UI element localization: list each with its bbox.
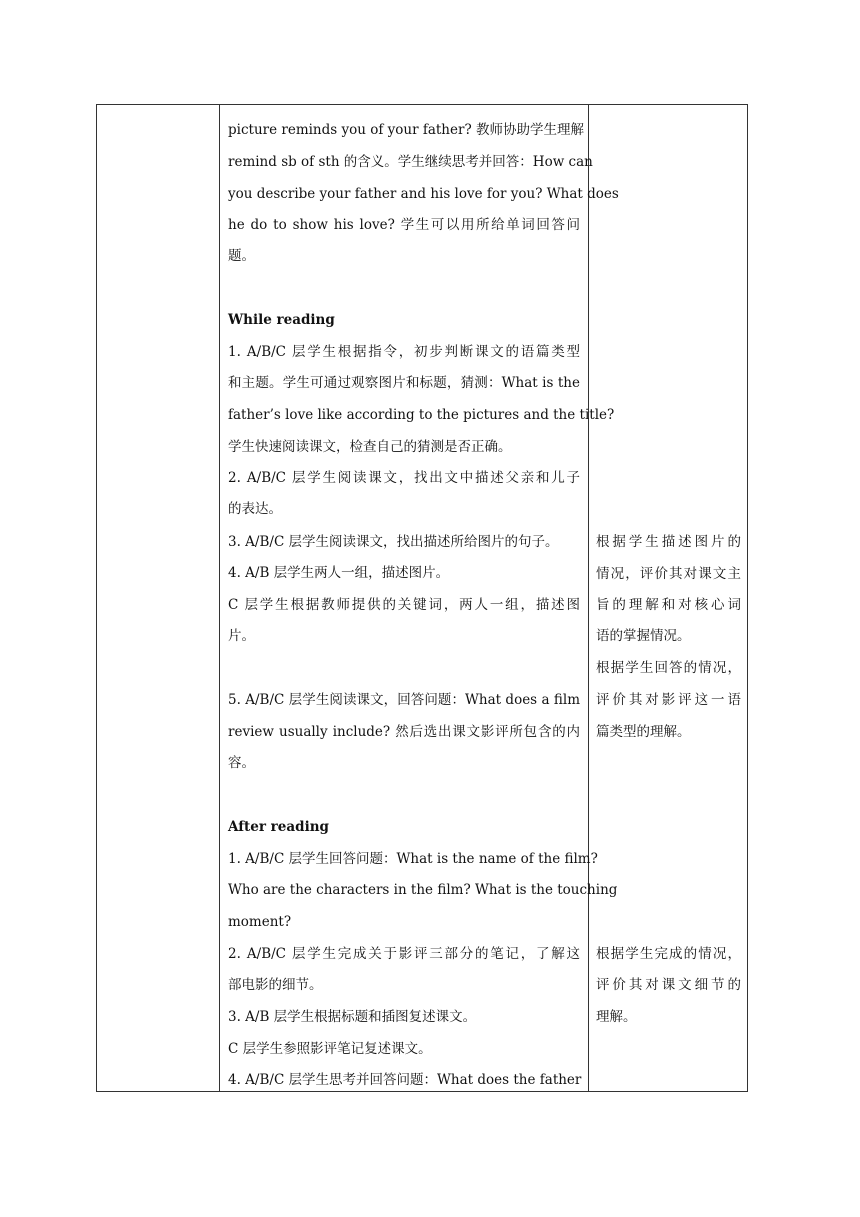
activity-line: C 层学生根据教师提供的关键词，两人一组，描述图 xyxy=(228,597,580,613)
activity-line: 和主题。学生可通过观察图片和标题，猜测：What is the xyxy=(228,375,580,391)
activity-line: 2. A/B/C 层学生阅读课文，找出文中描述父亲和儿子 xyxy=(228,470,580,486)
activity-line: he do to show his love? 学生可以用所给单词回答问 xyxy=(228,217,580,233)
activity-line: moment? xyxy=(228,914,292,930)
activity-line: 1. A/B/C 层学生回答问题：What is the name of the film? xyxy=(228,851,598,867)
activity-line: 学生快速阅读课文，检查自己的猜测是否正确。 xyxy=(228,439,512,455)
column-divider-2 xyxy=(588,105,589,1091)
column-divider-1 xyxy=(219,105,220,1091)
activity-line: 5. A/B/C 层学生阅读课文，回答问题：What does a film xyxy=(228,692,580,708)
activity-line: 4. A/B/C 层学生思考并回答问题：What does the father xyxy=(228,1072,582,1088)
activity-line: 题。 xyxy=(228,248,255,264)
activity-line: review usually include? 然后选出课文影评所包含的内 xyxy=(228,724,580,740)
activity-line: 容。 xyxy=(228,755,255,771)
activity-line: 的表达。 xyxy=(228,501,282,517)
assessment-line: 评价其对影评这一语 xyxy=(596,692,741,708)
assessment-line: 旨的理解和对核心词 xyxy=(596,597,741,613)
activity-line: 3. A/B/C 层学生阅读课文，找出描述所给图片的句子。 xyxy=(228,534,559,550)
activity-line: 3. A/B 层学生根据标题和插图复述课文。 xyxy=(228,1009,477,1025)
lesson-plan-table xyxy=(96,104,748,1092)
assessment-line: 评价其对课文细节的 xyxy=(596,977,741,993)
assessment-line: 语的掌握情况。 xyxy=(596,628,691,644)
assessment-line: 根据学生完成的情况， xyxy=(596,946,741,962)
activity-line: C 层学生参照影评笔记复述课文。 xyxy=(228,1041,432,1057)
activity-line: picture reminds you of your father? 教师协助学生理解 xyxy=(228,122,584,138)
activity-line: remind sb of sth 的含义。学生继续思考并回答：How can xyxy=(228,154,593,170)
assessment-line: 根据学生描述图片的 xyxy=(596,534,741,550)
activity-line: Who are the characters in the film? What is the touching xyxy=(228,882,618,898)
activity-line: father’s love like according to the pictures and the title? xyxy=(228,407,615,423)
activity-line: 4. A/B 层学生两人一组，描述图片。 xyxy=(228,565,450,581)
activity-line: 2. A/B/C 层学生完成关于影评三部分的笔记，了解这 xyxy=(228,946,580,962)
activity-line: 部电影的细节。 xyxy=(228,977,323,993)
assessment-line: 理解。 xyxy=(596,1009,637,1025)
activity-line: 1. A/B/C 层学生根据指令，初步判断课文的语篇类型 xyxy=(228,344,580,360)
activity-line: you describe your father and his love for you? What does xyxy=(228,186,619,202)
assessment-line: 篇类型的理解。 xyxy=(596,724,691,740)
activity-line: After reading xyxy=(228,819,329,835)
activity-line: 片。 xyxy=(228,628,255,644)
assessment-line: 根据学生回答的情况， xyxy=(596,660,741,676)
activity-line: While reading xyxy=(228,312,335,328)
assessment-line: 情况，评价其对课文主 xyxy=(596,566,741,582)
